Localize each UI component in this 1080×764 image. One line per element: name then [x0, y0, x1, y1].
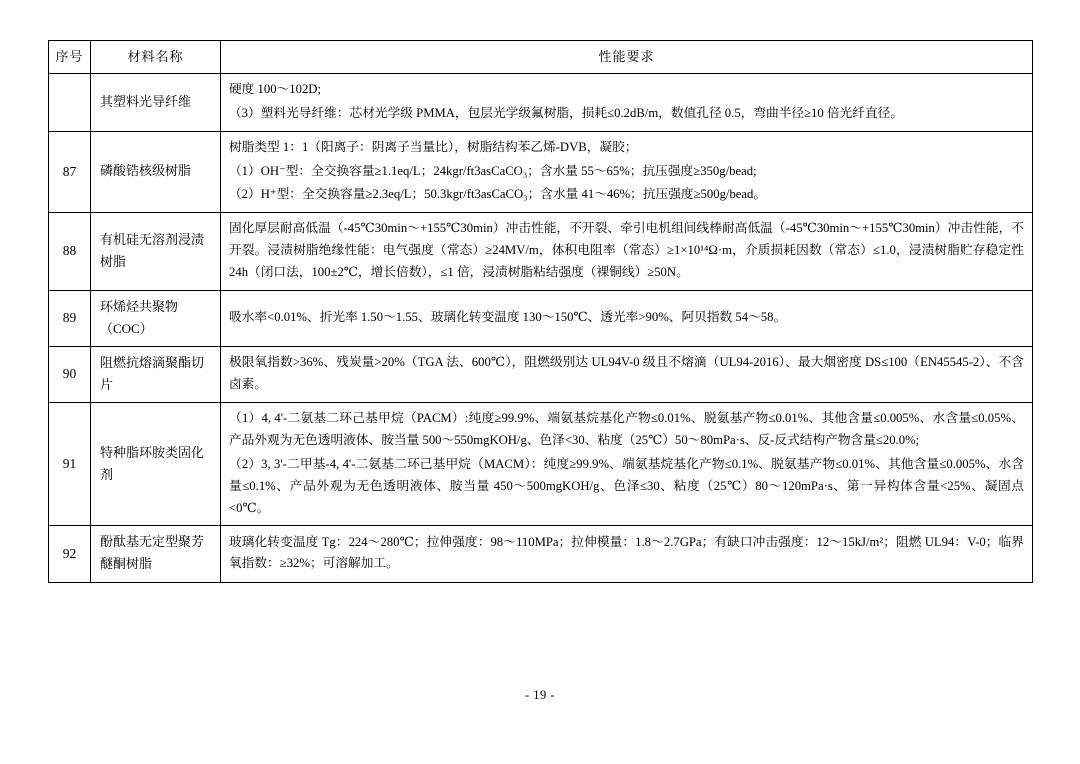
requirement-line: （2）H⁺型：全交换容量≥2.3eq/L；50.3kgr/ft3asCaCO₃；含水量 41～46%；抗压强度≥500g/bead。 — [229, 187, 767, 202]
requirement-line: 玻璃化转变温度 Tg：224～280℃；拉伸强度：98～110MPa；拉伸模量：1.8～2.7GPa；有缺口冲击强度：12～15kJ/m²；阻燃 UL94：V-0；临界氧指数：≥32%；可溶解加工。 — [229, 534, 1024, 571]
column-header-performance-requirements: 性能要求 — [221, 41, 1033, 74]
cell-material-name: 酚酞基无定型聚芳醚酮树脂 — [91, 526, 221, 582]
cell-requirements — [221, 346, 1033, 402]
cell-requirements — [221, 131, 1033, 213]
requirement-line: 硬度 100～102D; — [229, 82, 321, 97]
cell-requirements — [221, 526, 1033, 582]
cell-material-name: 磷酸锆核级树脂 — [91, 131, 221, 213]
cell-number: 91 — [49, 403, 91, 526]
table-row — [49, 74, 1033, 132]
table-row — [49, 213, 1033, 291]
requirement-line: （1）OH⁻型：全交换容量≥1.1eq/L；24kgr/ft3asCaCO₃；含水量 55～65%；抗压强度≥350g/bead; — [229, 163, 757, 178]
materials-table — [48, 40, 1033, 583]
cell-number: 92 — [49, 526, 91, 582]
requirement-line: 吸水率<0.01%、折光率 1.50～1.55、玻璃化转变温度 130～150℃、透光率>90%、阿贝指数 54～58。 — [229, 309, 787, 324]
table-header-row — [49, 41, 1033, 74]
requirement-line: 固化厚层耐高低温（-45℃30min～+155℃30min）冲击性能，不开裂、牵引电机组间线棒耐高低温（-45℃30min～+155℃30min）冲击性能，不开裂。浸渍树脂绝缘性能：电气强度（常态）≥24MV/m，体积电阻率（常态）≥1×10¹⁴Ω·m，介质损耗因数（常态）≤1.0，浸渍树脂贮存稳定性 24h（闭口法，100±2℃，增长倍数），≤1 倍，浸渍树脂粘结强度（裸铜线）≥50N。 — [229, 221, 1024, 279]
cell-requirements — [221, 213, 1033, 291]
requirement-line: （2）3, 3'-二甲基-4, 4'-二氨基二环己基甲烷（MACM）：纯度≥99.9%、端氨基烷基化产物≤0.1%、脱氨基产物≤0.01%、其他含量≤0.005%、水含量≤0.1%、产品外观为无色透明液体、胺当量 450～500mgKOH/g、色泽≤30、粘度（25℃）80～120mPa·s、第一异构体含量<25%、凝固点<0℃。 — [229, 456, 1024, 515]
cell-requirements — [221, 403, 1033, 526]
cell-number: 87 — [49, 131, 91, 213]
cell-material-name: 有机硅无溶剂浸渍树脂 — [91, 213, 221, 291]
table-row — [49, 526, 1033, 582]
cell-material-name: 阻燃抗熔滴聚酯切片 — [91, 346, 221, 402]
page-number: - 19 - — [524, 688, 556, 702]
table-row — [49, 346, 1033, 402]
requirement-line: （1）4, 4'-二氨基二环己基甲烷（PACM）:纯度≥99.9%、端氨基烷基化产物≤0.01%、脱氨基产物≤0.01%、其他含量≤0.005%、水含量≤0.05%、产品外观为无色透明液体、胺当量 500～550mgKOH/g、色泽<30、粘度（25℃）50～80mPa·s、反-反式结构产物含量≤20.0%; — [229, 411, 1024, 448]
requirement-line: （3）塑料光导纤维：芯材光学级 PMMA，包层光学级氟树脂，损耗≤0.2dB/m，数值孔径 0.5，弯曲半径≥10 倍光纤直径。 — [229, 105, 904, 120]
cell-material-name: 特种脂环胺类固化剂 — [91, 403, 221, 526]
requirement-line: 极限氧指数>36%、残炭量>20%（TGA 法、600℃），阻燃级别达 UL94V-0 级且不熔滴（UL94-2016）、最大烟密度 DS≤100（EN45545-2）、不含卤素。 — [229, 355, 1024, 392]
cell-number: 88 — [49, 213, 91, 291]
column-header-number: 序号 — [49, 41, 91, 74]
column-header-material-name: 材料名称 — [91, 41, 221, 74]
cell-number: 89 — [49, 290, 91, 346]
cell-material-name: 其塑料光导纤维 — [91, 74, 221, 132]
table-row — [49, 403, 1033, 526]
table-row — [49, 131, 1033, 213]
requirement-line: 树脂类型 1：1（阳离子：阴离子当量比），树脂结构苯乙烯-DVB，凝胶； — [229, 139, 638, 154]
cell-material-name: 环烯烃共聚物（COC） — [91, 290, 221, 346]
table-row — [49, 290, 1033, 346]
cell-number — [49, 74, 91, 132]
cell-requirements — [221, 74, 1033, 132]
cell-number: 90 — [49, 346, 91, 402]
cell-requirements — [221, 290, 1033, 346]
